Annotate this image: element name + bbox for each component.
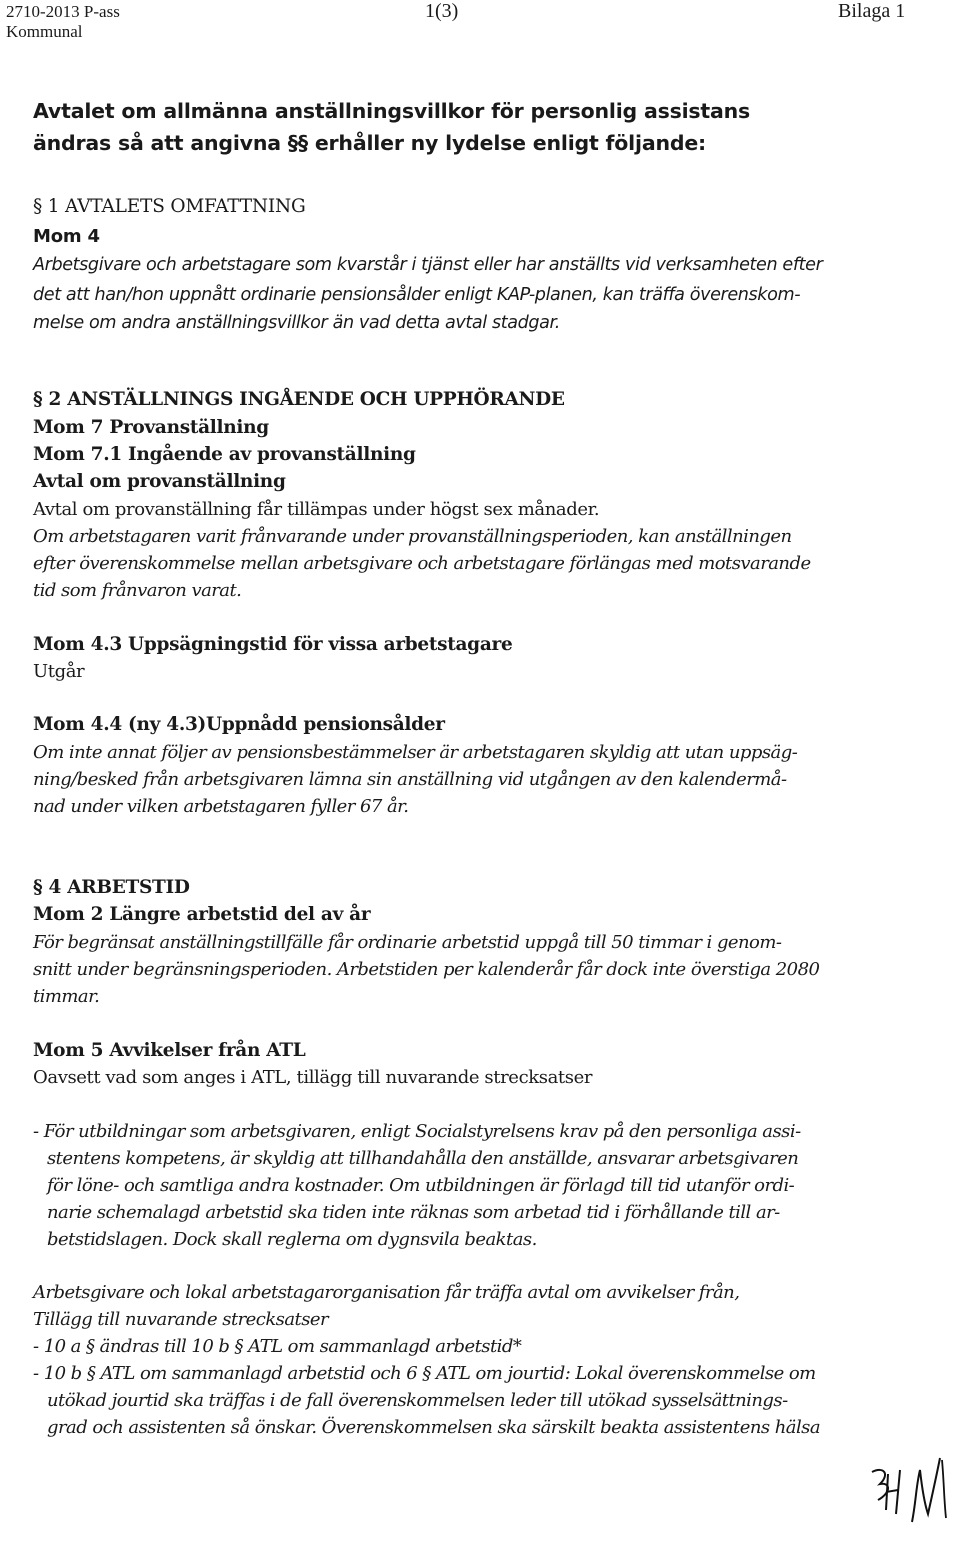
mom-4-4-text-2: ning/besked från arbetsgivaren lämna sin anställning vid utgången av den kalendermå-: [33, 769, 787, 790]
mom-2-heading: Mom 2 Längre arbetstid del av år: [33, 904, 371, 925]
mom-2-text-2: snitt under begränsningsperioden. Arbetstiden per kalenderår får dock inte överstiga 2080: [33, 959, 820, 980]
section-1-text-1: Arbetsgivare och arbetstagare som kvarstår i tjänst eller har anställts vid verksamheten efter: [33, 255, 823, 275]
mom-4-4-text-3: nad under vilken arbetstagaren fyller 67 år.: [33, 796, 409, 817]
bullet-text-2: stentens kompetens, är skyldig att tillhandahålla den anställde, ansvarar arbetsgivaren: [47, 1148, 799, 1169]
mom-4-4-text-1: Om inte annat följer av pensionsbestämmelser är arbetstagaren skyldig att utan uppsäg-: [33, 742, 798, 763]
mom-7-1-heading: Mom 7.1 Ingående av provanställning: [33, 444, 416, 465]
section-1-mom: Mom 4: [33, 226, 100, 247]
absence-text-2: efter överenskommelse mellan arbetsgivare och arbetstagare förlängas med motsvarande: [33, 553, 811, 574]
absence-text-3: tid som frånvaron varat.: [33, 580, 242, 601]
document-reference: 2710-2013 P-ass: [6, 2, 120, 21]
closing-text-6: grad och assistenten så önskar. Överenskommelsen ska särskilt beakta assistentens hälsa: [47, 1417, 821, 1438]
mom-5-text: Oavsett vad som anges i ATL, tillägg till nuvarande strecksatser: [33, 1067, 593, 1088]
intro-line-2: ändras så att angivna §§ erhåller ny lydelse enligt följande:: [33, 131, 707, 155]
section-4-heading: § 4 ARBETSTID: [33, 877, 190, 898]
organization-name: Kommunal: [6, 22, 83, 41]
intro-line-1: Avtalet om allmänna anställningsvillkor för personlig assistans: [33, 99, 751, 123]
mom-2-text-1: För begränsat anställningstillfälle får ordinarie arbetstid uppgå till 50 timmar i genom-: [33, 932, 782, 953]
mom-5-heading: Mom 5 Avvikelser från ATL: [33, 1040, 306, 1061]
mom-4-4-heading: Mom 4.4 (ny 4.3)Uppnådd pensionsålder: [33, 714, 445, 735]
closing-text-5: utökad jourtid ska träffas i de fall överenskommelsen leder till utökad sysselsättnings-: [47, 1390, 788, 1411]
attachment-label: Bilaga 1: [838, 0, 906, 22]
absence-text-1: Om arbetstagaren varit frånvarande under provanställningsperioden, kan anställningen: [33, 526, 792, 547]
closing-text-4: - 10 b § ATL om sammanlagd arbetstid och 6 § ATL om jourtid: Lokal överenskommelse om: [33, 1363, 816, 1384]
handwritten-initials-signature: [862, 1452, 952, 1532]
avtal-text: Avtal om provanställning får tillämpas under högst sex månader.: [33, 499, 600, 520]
closing-text-2: Tillägg till nuvarande strecksatser: [33, 1309, 329, 1330]
section-1-text-2: det att han/hon uppnått ordinarie pensionsålder enligt KAP-planen, kan träffa överenskom-: [33, 285, 801, 305]
page-number: 1(3): [425, 0, 459, 22]
mom-4-3-text: Utgår: [33, 661, 85, 682]
bullet-text-1: - För utbildningar som arbetsgivaren, enligt Socialstyrelsens krav på den personliga assi-: [33, 1121, 801, 1142]
avtal-heading: Avtal om provanställning: [33, 471, 286, 492]
closing-text-1: Arbetsgivare och lokal arbetstagarorganisation får träffa avtal om avvikelser från,: [33, 1282, 740, 1303]
section-1-text-3: melse om andra anställningsvillkor än vad detta avtal stadgar.: [33, 313, 560, 333]
bullet-text-3: för löne- och samtliga andra kostnader. Om utbildningen är förlagd till tid utanför ordi-: [47, 1175, 795, 1196]
bullet-text-5: betstidslagen. Dock skall reglerna om dygnsvila beaktas.: [47, 1229, 537, 1250]
mom-7-heading: Mom 7 Provanställning: [33, 417, 269, 438]
closing-text-3: - 10 a § ändras till 10 b § ATL om sammanlagd arbetstid*: [33, 1336, 522, 1357]
mom-4-3-heading: Mom 4.3 Uppsägningstid för vissa arbetstagare: [33, 634, 513, 655]
bullet-text-4: narie schemalagd arbetstid ska tiden inte räknas som arbetad tid i förhållande till ar-: [47, 1202, 780, 1223]
section-2-heading: § 2 ANSTÄLLNINGS INGÅENDE OCH UPPHÖRANDE: [33, 389, 565, 410]
section-1-heading: § 1 AVTALETS OMFATTNING: [33, 196, 306, 217]
mom-2-text-3: timmar.: [33, 986, 100, 1007]
